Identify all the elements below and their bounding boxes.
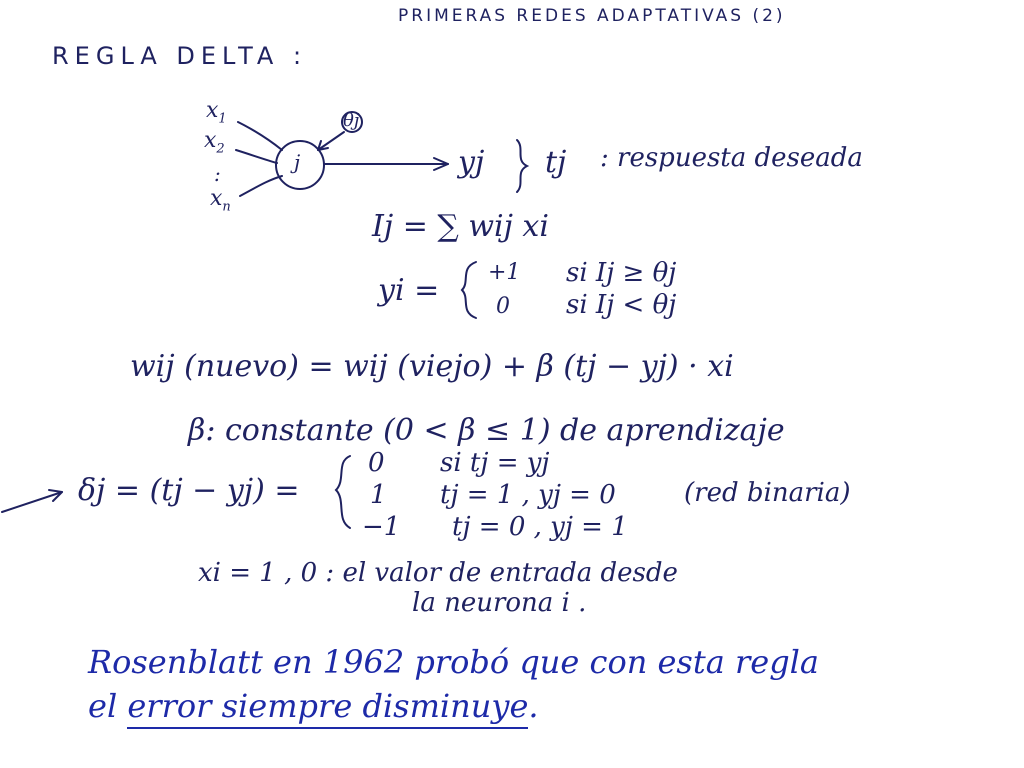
activation-case1-value: +1 [488, 260, 521, 285]
input-label-2: $x_2$ [204, 128, 225, 157]
input-label-1: $x_1$ [206, 98, 227, 127]
neuron-label: j [294, 150, 301, 174]
delta-case2-value: 1 [370, 480, 387, 510]
beta-definition: β: constante (0 < β ≤ 1) de aprendizaje [188, 413, 785, 448]
delta-case1-condition: si tj = yj [440, 448, 550, 478]
page-header-title: PRIMERAS REDES ADAPTATIVAS (2) [398, 6, 786, 26]
target-brace [517, 140, 527, 192]
output-label: yj [458, 145, 485, 180]
xi-definition-line1: xi = 1 , 0 : el valor de entrada desde [198, 558, 678, 588]
input-line-2 [236, 150, 277, 163]
delta-brace [336, 456, 350, 528]
delta-note: (red binaria) [684, 478, 851, 508]
delta-lhs: δj = (tj − yj) = [78, 473, 300, 508]
activation-case2-value: 0 [496, 294, 510, 319]
activation-brace [462, 262, 476, 318]
weight-update-rule: wij (nuevo) = wij (viejo) + β (tj − yj) · xi [130, 349, 734, 384]
conclusion-line2-prefix: el [88, 687, 118, 725]
xi-definition-line2: la neurona i . [412, 588, 587, 618]
activation-case2-condition: si Ij < θj [566, 290, 677, 320]
activation-lhs: yi = [378, 273, 440, 308]
target-description: : respuesta deseada [600, 143, 863, 173]
activation-case1-condition: si Ij ≥ θj [566, 258, 677, 288]
section-title: REGLA DELTA : [52, 42, 308, 70]
input-label-n: $x_n$ [210, 186, 231, 215]
target-label: tj [545, 145, 567, 180]
delta-case3-value: −1 [362, 512, 401, 542]
delta-pointer-arrow [2, 492, 62, 512]
threshold-label: θj [343, 110, 360, 131]
input-dots: : [214, 162, 221, 186]
conclusion-line1: Rosenblatt en 1962 probó que con esta regla [88, 643, 819, 681]
input-line-n [240, 176, 282, 196]
delta-case1-value: 0 [368, 448, 385, 478]
net-input-formula: Ij = ∑ wij xi [372, 209, 549, 244]
conclusion-line2-suffix: . [528, 687, 539, 725]
conclusion-underlined-phrase: error siempre disminuye [127, 687, 528, 729]
conclusion-line2 [88, 687, 539, 725]
input-line-1 [238, 122, 282, 150]
delta-case3-condition: tj = 0 , yj = 1 [452, 512, 628, 542]
delta-case2-condition: tj = 1 , yj = 0 [440, 480, 616, 510]
